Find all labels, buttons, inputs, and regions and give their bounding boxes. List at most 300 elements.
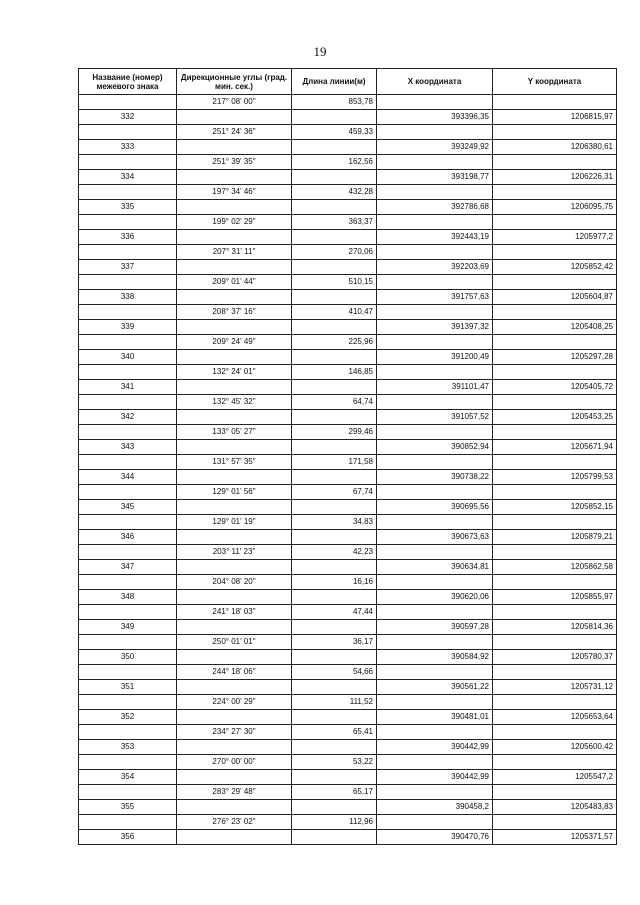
directional-angle-cell: 241° 18' 03" xyxy=(177,605,292,620)
table-row xyxy=(79,575,617,590)
table-row xyxy=(79,245,617,260)
x-coordinate-cell: 392203,69 xyxy=(377,260,493,275)
directional-angle-cell xyxy=(177,320,292,335)
directional-angle-cell xyxy=(177,560,292,575)
marker-name-cell: 334 xyxy=(79,170,177,185)
marker-name-cell xyxy=(79,95,177,110)
marker-name-cell xyxy=(79,545,177,560)
table-row xyxy=(79,680,617,695)
x-coordinate-cell: 393249,92 xyxy=(377,140,493,155)
line-length-cell: 225,96 xyxy=(292,335,377,350)
line-length-cell xyxy=(292,200,377,215)
y-coordinate-cell xyxy=(493,515,617,530)
table-row xyxy=(79,560,617,575)
x-coordinate-cell xyxy=(377,635,493,650)
y-coordinate-cell: 1205731,12 xyxy=(493,680,617,695)
table-row xyxy=(79,395,617,410)
line-length-cell: 432,28 xyxy=(292,185,377,200)
x-coordinate-cell xyxy=(377,785,493,800)
x-coordinate-cell xyxy=(377,665,493,680)
marker-name-cell: 339 xyxy=(79,320,177,335)
y-coordinate-cell: 1206380,61 xyxy=(493,140,617,155)
table-row xyxy=(79,260,617,275)
x-coordinate-cell: 391101,47 xyxy=(377,380,493,395)
y-coordinate-cell xyxy=(493,785,617,800)
line-length-cell xyxy=(292,650,377,665)
line-length-cell: 146,85 xyxy=(292,365,377,380)
marker-name-cell: 353 xyxy=(79,740,177,755)
header-marker-name: Название (номер) межевого знака xyxy=(79,69,177,95)
x-coordinate-cell xyxy=(377,515,493,530)
line-length-cell xyxy=(292,620,377,635)
y-coordinate-cell: 1205780,37 xyxy=(493,650,617,665)
marker-name-cell xyxy=(79,815,177,830)
x-coordinate-cell: 390584,92 xyxy=(377,650,493,665)
table-row xyxy=(79,215,617,230)
header-line-length: Длина линии(м) xyxy=(292,69,377,95)
table-header xyxy=(79,69,617,95)
y-coordinate-cell xyxy=(493,305,617,320)
table-body xyxy=(79,95,617,845)
directional-angle-cell: 270° 00' 00" xyxy=(177,755,292,770)
line-length-cell: 112,96 xyxy=(292,815,377,830)
marker-name-cell: 336 xyxy=(79,230,177,245)
line-length-cell xyxy=(292,530,377,545)
x-coordinate-cell: 390634,81 xyxy=(377,560,493,575)
table-row xyxy=(79,785,617,800)
y-coordinate-cell: 1205852,42 xyxy=(493,260,617,275)
directional-angle-cell xyxy=(177,470,292,485)
directional-angle-cell: 276° 23' 02" xyxy=(177,815,292,830)
x-coordinate-cell: 390481,01 xyxy=(377,710,493,725)
marker-name-cell xyxy=(79,125,177,140)
table-row xyxy=(79,650,617,665)
marker-name-cell: 351 xyxy=(79,680,177,695)
table-row xyxy=(79,320,617,335)
x-coordinate-cell: 393396,35 xyxy=(377,110,493,125)
x-coordinate-cell: 391057,52 xyxy=(377,410,493,425)
table-row xyxy=(79,815,617,830)
line-length-cell: 171,58 xyxy=(292,455,377,470)
line-length-cell xyxy=(292,260,377,275)
x-coordinate-cell xyxy=(377,815,493,830)
directional-angle-cell xyxy=(177,650,292,665)
x-coordinate-cell xyxy=(377,305,493,320)
table-row xyxy=(79,410,617,425)
line-length-cell: 410,47 xyxy=(292,305,377,320)
table-row xyxy=(79,365,617,380)
x-coordinate-cell xyxy=(377,395,493,410)
y-coordinate-cell xyxy=(493,815,617,830)
line-length-cell: 111,52 xyxy=(292,695,377,710)
x-coordinate-cell: 390620,06 xyxy=(377,590,493,605)
marker-name-cell xyxy=(79,305,177,320)
y-coordinate-cell: 1205855,97 xyxy=(493,590,617,605)
line-length-cell xyxy=(292,710,377,725)
table-row xyxy=(79,305,617,320)
line-length-cell: 64,74 xyxy=(292,395,377,410)
y-coordinate-cell: 1205879,21 xyxy=(493,530,617,545)
marker-name-cell xyxy=(79,455,177,470)
directional-angle-cell xyxy=(177,140,292,155)
x-coordinate-cell xyxy=(377,275,493,290)
x-coordinate-cell: 391200,49 xyxy=(377,350,493,365)
directional-angle-cell xyxy=(177,230,292,245)
x-coordinate-cell: 391397,32 xyxy=(377,320,493,335)
directional-angle-cell: 209° 24' 49" xyxy=(177,335,292,350)
x-coordinate-cell: 390695,56 xyxy=(377,500,493,515)
table-row xyxy=(79,485,617,500)
table-row xyxy=(79,620,617,635)
directional-angle-cell: 244° 18' 06" xyxy=(177,665,292,680)
y-coordinate-cell: 1205977,2 xyxy=(493,230,617,245)
marker-name-cell xyxy=(79,665,177,680)
directional-angle-cell: 251° 39' 35" xyxy=(177,155,292,170)
marker-name-cell: 349 xyxy=(79,620,177,635)
y-coordinate-cell: 1205408,25 xyxy=(493,320,617,335)
table-row xyxy=(79,185,617,200)
table-row xyxy=(79,800,617,815)
directional-angle-cell: 250° 01' 01" xyxy=(177,635,292,650)
table-row xyxy=(79,275,617,290)
line-length-cell: 510,15 xyxy=(292,275,377,290)
y-coordinate-cell xyxy=(493,335,617,350)
y-coordinate-cell xyxy=(493,125,617,140)
directional-angle-cell: 234° 27' 30" xyxy=(177,725,292,740)
x-coordinate-cell xyxy=(377,755,493,770)
marker-name-cell: 340 xyxy=(79,350,177,365)
directional-angle-cell xyxy=(177,260,292,275)
marker-name-cell xyxy=(79,155,177,170)
y-coordinate-cell xyxy=(493,455,617,470)
marker-name-cell: 352 xyxy=(79,710,177,725)
directional-angle-cell: 283° 29' 48" xyxy=(177,785,292,800)
line-length-cell: 36,17 xyxy=(292,635,377,650)
line-length-cell: 42,23 xyxy=(292,545,377,560)
marker-name-cell xyxy=(79,785,177,800)
directional-angle-cell xyxy=(177,620,292,635)
x-coordinate-cell xyxy=(377,695,493,710)
line-length-cell: 299,46 xyxy=(292,425,377,440)
marker-name-cell: 356 xyxy=(79,830,177,845)
x-coordinate-cell: 390470,76 xyxy=(377,830,493,845)
line-length-cell xyxy=(292,110,377,125)
directional-angle-cell: 129° 01' 19" xyxy=(177,515,292,530)
directional-angle-cell: 203° 11' 23" xyxy=(177,545,292,560)
directional-angle-cell: 217° 08' 00" xyxy=(177,95,292,110)
y-coordinate-cell xyxy=(493,365,617,380)
y-coordinate-cell: 1206226,31 xyxy=(493,170,617,185)
y-coordinate-cell: 1206095,75 xyxy=(493,200,617,215)
x-coordinate-cell xyxy=(377,95,493,110)
table-row xyxy=(79,605,617,620)
x-coordinate-cell: 393198,77 xyxy=(377,170,493,185)
marker-name-cell xyxy=(79,275,177,290)
table-row xyxy=(79,725,617,740)
line-length-cell xyxy=(292,230,377,245)
line-length-cell: 853,78 xyxy=(292,95,377,110)
marker-name-cell: 347 xyxy=(79,560,177,575)
y-coordinate-cell xyxy=(493,215,617,230)
y-coordinate-cell: 1205371,57 xyxy=(493,830,617,845)
directional-angle-cell: 224° 00' 29" xyxy=(177,695,292,710)
line-length-cell xyxy=(292,320,377,335)
directional-angle-cell: 204° 08' 20" xyxy=(177,575,292,590)
table-row xyxy=(79,695,617,710)
directional-angle-cell: 132° 24' 01" xyxy=(177,365,292,380)
x-coordinate-cell xyxy=(377,425,493,440)
y-coordinate-cell xyxy=(493,425,617,440)
x-coordinate-cell xyxy=(377,365,493,380)
directional-angle-cell xyxy=(177,500,292,515)
x-coordinate-cell xyxy=(377,725,493,740)
line-length-cell xyxy=(292,440,377,455)
table-row xyxy=(79,95,617,110)
header-row xyxy=(79,69,617,95)
line-length-cell xyxy=(292,470,377,485)
x-coordinate-cell xyxy=(377,335,493,350)
directional-angle-cell xyxy=(177,740,292,755)
line-length-cell: 270,06 xyxy=(292,245,377,260)
line-length-cell xyxy=(292,770,377,785)
directional-angle-cell xyxy=(177,110,292,125)
x-coordinate-cell xyxy=(377,485,493,500)
y-coordinate-cell: 1205653,64 xyxy=(493,710,617,725)
table-row xyxy=(79,140,617,155)
table-row xyxy=(79,290,617,305)
y-coordinate-cell xyxy=(493,275,617,290)
header-x-coordinate: X координата xyxy=(377,69,493,95)
table-row xyxy=(79,125,617,140)
table-row xyxy=(79,590,617,605)
directional-angle-cell xyxy=(177,530,292,545)
directional-angle-cell: 131° 57' 35" xyxy=(177,455,292,470)
marker-name-cell: 335 xyxy=(79,200,177,215)
table-row xyxy=(79,170,617,185)
marker-name-cell xyxy=(79,215,177,230)
line-length-cell: 16,16 xyxy=(292,575,377,590)
table-row xyxy=(79,770,617,785)
marker-name-cell: 355 xyxy=(79,800,177,815)
x-coordinate-cell: 390852,94 xyxy=(377,440,493,455)
y-coordinate-cell: 1205862,58 xyxy=(493,560,617,575)
directional-angle-cell xyxy=(177,680,292,695)
line-length-cell: 65,41 xyxy=(292,725,377,740)
marker-name-cell xyxy=(79,245,177,260)
x-coordinate-cell: 390442,99 xyxy=(377,770,493,785)
line-length-cell xyxy=(292,830,377,845)
line-length-cell xyxy=(292,140,377,155)
line-length-cell: 34,83 xyxy=(292,515,377,530)
directional-angle-cell xyxy=(177,200,292,215)
table-row xyxy=(79,515,617,530)
table-row xyxy=(79,665,617,680)
table-row xyxy=(79,500,617,515)
directional-angle-cell: 199° 02' 29" xyxy=(177,215,292,230)
line-length-cell: 162,56 xyxy=(292,155,377,170)
marker-name-cell: 332 xyxy=(79,110,177,125)
y-coordinate-cell: 1206815,97 xyxy=(493,110,617,125)
marker-name-cell xyxy=(79,425,177,440)
marker-name-cell xyxy=(79,695,177,710)
marker-name-cell xyxy=(79,635,177,650)
marker-name-cell: 350 xyxy=(79,650,177,665)
directional-angle-cell: 133° 05' 27" xyxy=(177,425,292,440)
directional-angle-cell: 129° 01' 56" xyxy=(177,485,292,500)
directional-angle-cell: 207° 31' 11" xyxy=(177,245,292,260)
line-length-cell xyxy=(292,590,377,605)
table-row xyxy=(79,155,617,170)
directional-angle-cell xyxy=(177,170,292,185)
x-coordinate-cell: 392786,68 xyxy=(377,200,493,215)
line-length-cell xyxy=(292,350,377,365)
x-coordinate-cell: 390597,28 xyxy=(377,620,493,635)
y-coordinate-cell xyxy=(493,395,617,410)
marker-name-cell: 344 xyxy=(79,470,177,485)
directional-angle-cell xyxy=(177,440,292,455)
directional-angle-cell: 197° 34' 46" xyxy=(177,185,292,200)
y-coordinate-cell: 1205547,2 xyxy=(493,770,617,785)
marker-name-cell: 346 xyxy=(79,530,177,545)
y-coordinate-cell xyxy=(493,485,617,500)
y-coordinate-cell xyxy=(493,695,617,710)
page-number: 19 xyxy=(313,44,327,59)
directional-angle-cell xyxy=(177,830,292,845)
table-row xyxy=(79,425,617,440)
line-length-cell: 65,17 xyxy=(292,785,377,800)
line-length-cell: 54,66 xyxy=(292,665,377,680)
table-row xyxy=(79,740,617,755)
line-length-cell xyxy=(292,800,377,815)
coordinates-table xyxy=(78,68,617,845)
y-coordinate-cell xyxy=(493,155,617,170)
marker-name-cell xyxy=(79,485,177,500)
y-coordinate-cell: 1205671,94 xyxy=(493,440,617,455)
line-length-cell xyxy=(292,410,377,425)
marker-name-cell: 343 xyxy=(79,440,177,455)
directional-angle-cell xyxy=(177,590,292,605)
marker-name-cell xyxy=(79,725,177,740)
y-coordinate-cell xyxy=(493,575,617,590)
marker-name-cell: 337 xyxy=(79,260,177,275)
directional-angle-cell: 208° 37' 16" xyxy=(177,305,292,320)
marker-name-cell xyxy=(79,515,177,530)
y-coordinate-cell xyxy=(493,95,617,110)
directional-angle-cell xyxy=(177,710,292,725)
y-coordinate-cell xyxy=(493,725,617,740)
line-length-cell: 67,74 xyxy=(292,485,377,500)
line-length-cell: 47,44 xyxy=(292,605,377,620)
x-coordinate-cell xyxy=(377,185,493,200)
marker-name-cell: 342 xyxy=(79,410,177,425)
y-coordinate-cell: 1205852,15 xyxy=(493,500,617,515)
y-coordinate-cell xyxy=(493,755,617,770)
marker-name-cell xyxy=(79,185,177,200)
table-row xyxy=(79,455,617,470)
y-coordinate-cell: 1205799,53 xyxy=(493,470,617,485)
y-coordinate-cell xyxy=(493,245,617,260)
directional-angle-cell xyxy=(177,800,292,815)
x-coordinate-cell: 390673,63 xyxy=(377,530,493,545)
table-row xyxy=(79,755,617,770)
directional-angle-cell xyxy=(177,380,292,395)
y-coordinate-cell: 1205405,72 xyxy=(493,380,617,395)
y-coordinate-cell xyxy=(493,185,617,200)
line-length-cell xyxy=(292,380,377,395)
marker-name-cell: 341 xyxy=(79,380,177,395)
table-row xyxy=(79,350,617,365)
x-coordinate-cell xyxy=(377,455,493,470)
y-coordinate-cell: 1205600,42 xyxy=(493,740,617,755)
table-row xyxy=(79,380,617,395)
y-coordinate-cell xyxy=(493,605,617,620)
y-coordinate-cell: 1205483,83 xyxy=(493,800,617,815)
line-length-cell: 459,33 xyxy=(292,125,377,140)
table-row xyxy=(79,230,617,245)
line-length-cell xyxy=(292,680,377,695)
x-coordinate-cell xyxy=(377,125,493,140)
table-row xyxy=(79,470,617,485)
y-coordinate-cell: 1205453,25 xyxy=(493,410,617,425)
table-row xyxy=(79,440,617,455)
directional-angle-cell: 209° 01' 44" xyxy=(177,275,292,290)
line-length-cell: 53,22 xyxy=(292,755,377,770)
x-coordinate-cell: 390442,99 xyxy=(377,740,493,755)
x-coordinate-cell xyxy=(377,155,493,170)
y-coordinate-cell: 1205604,87 xyxy=(493,290,617,305)
marker-name-cell xyxy=(79,395,177,410)
line-length-cell xyxy=(292,170,377,185)
header-directional-angle: Дирекционные углы (град. мин. сек.) xyxy=(177,69,292,95)
x-coordinate-cell xyxy=(377,575,493,590)
line-length-cell: 363,37 xyxy=(292,215,377,230)
header-y-coordinate: Y координата xyxy=(493,69,617,95)
line-length-cell xyxy=(292,290,377,305)
x-coordinate-cell xyxy=(377,245,493,260)
y-coordinate-cell: 1205814,36 xyxy=(493,620,617,635)
marker-name-cell: 333 xyxy=(79,140,177,155)
y-coordinate-cell xyxy=(493,635,617,650)
table-row xyxy=(79,830,617,845)
marker-name-cell xyxy=(79,575,177,590)
y-coordinate-cell xyxy=(493,545,617,560)
table-row xyxy=(79,635,617,650)
x-coordinate-cell: 392443,19 xyxy=(377,230,493,245)
directional-angle-cell xyxy=(177,770,292,785)
directional-angle-cell: 251° 24' 36" xyxy=(177,125,292,140)
y-coordinate-cell: 1205297,28 xyxy=(493,350,617,365)
line-length-cell xyxy=(292,740,377,755)
x-coordinate-cell: 390458,2 xyxy=(377,800,493,815)
marker-name-cell: 338 xyxy=(79,290,177,305)
marker-name-cell xyxy=(79,755,177,770)
line-length-cell xyxy=(292,560,377,575)
directional-angle-cell xyxy=(177,410,292,425)
directional-angle-cell xyxy=(177,290,292,305)
line-length-cell xyxy=(292,500,377,515)
x-coordinate-cell: 390561,22 xyxy=(377,680,493,695)
x-coordinate-cell xyxy=(377,545,493,560)
x-coordinate-cell: 391757,63 xyxy=(377,290,493,305)
marker-name-cell: 354 xyxy=(79,770,177,785)
table-row xyxy=(79,710,617,725)
marker-name-cell: 348 xyxy=(79,590,177,605)
table-row xyxy=(79,545,617,560)
y-coordinate-cell xyxy=(493,665,617,680)
marker-name-cell xyxy=(79,365,177,380)
x-coordinate-cell xyxy=(377,605,493,620)
x-coordinate-cell: 390738,22 xyxy=(377,470,493,485)
